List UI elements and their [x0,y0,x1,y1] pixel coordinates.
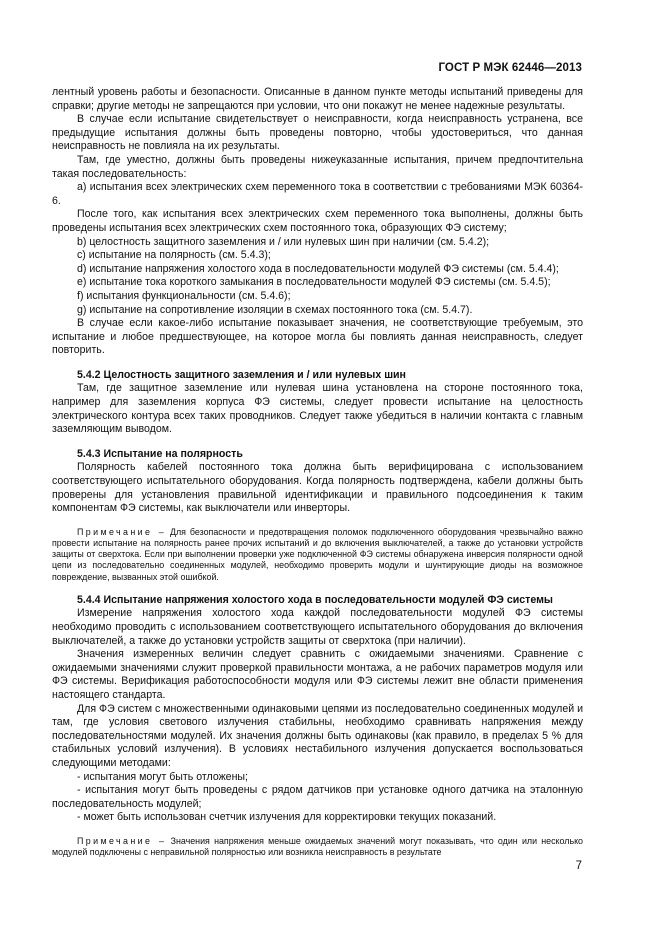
section-heading-5-4-4: 5.4.4 Испытание напряжения холостого хода в последовательности модулей ФЭ системы [77,593,553,606]
list-item: f) испытания функциональности (см. 5.4.6); [77,289,291,302]
list-item: - испытания могут быть проведены с рядом датчиков при установке одного датчика на эталонную последовательность модулей; [52,784,583,810]
list-item: е) испытание тока короткого замыкания в последовательности модулей ФЭ системы (см. 5.4.5); [77,276,551,289]
paragraph: После того, как испытания всех электрических схем переменного тока выполнены, должны быть проведены испытания всех электрических схем постоянного тока, образующих ФЭ систему; [52,208,583,234]
paragraph: В случае если испытание свидетельствует о неисправности, когда неисправность устранена, все предыдущие испытания должны быть проведены повторно, чтобы удостовериться, что данная неисправность не повлияла на их результаты. [52,113,583,153]
page-number: 7 [575,860,582,872]
list-item: b) целостность защитного заземления и / или нулевых шин при наличии (см. 5.4.2); [77,235,490,248]
list-item: d) испытание напряжения холостого хода в последовательности модулей ФЭ системы (см. 5.4.4); [77,262,559,275]
paragraph: Там, где уместно, должны быть проведены нижеуказанные испытания, причем предпочтительна такая последовательность: [52,153,583,180]
list-item: - испытания могут быть отложены; [77,770,248,783]
paragraph: В случае если какое-либо испытание показывает значения, не соответствующие требуемым, это испытание и любое предшествующее, на которое могла бы повлиять данная неисправность, следует повторить. [52,317,583,357]
paragraph: Измерение напряжения холостого хода каждой последовательности модулей ФЭ системы необходимо проводить с использованием соответствующего испытательного оборудования до включения выключателей, а также до установки устройств защиты от сверхтока (при наличии). [52,607,583,647]
list-item: g) испытание на сопротивление изоляции в схемах постоянного тока (см. 5.4.7). [77,303,473,316]
note-text: Значения напряжения меньше ожидаемых значений могут показывать, что один или несколько модулей подключены с неправильной полярностью или возникла неисправность в результате [52,835,583,858]
note [52,836,583,858]
list-item: с) испытание на полярность (см. 5.4.3); [77,249,271,262]
note [52,527,583,583]
list-item: а) испытания всех электрических схем переменного тока в соответствии с требованиями МЭК 60364-6. [52,181,583,207]
document-body [52,86,583,858]
document-code-header: ГОСТ Р МЭК 62446—2013 [438,62,582,74]
list-item: - может быть использован счетчик излучения для корректировки текущих показаний. [77,811,497,824]
section-heading-5-4-2: 5.4.2 Целостность защитного заземления и / или нулевых шин [77,368,406,381]
section-heading-5-4-3: 5.4.3 Испытание на полярность [77,447,243,460]
paragraph: Полярность кабелей постоянного тока должна быть верифицирована с использованием соответствующего испытательного оборудования. Когда полярность подтверждена, кабели должны быть проверены для установления правильной идентификации и правильного подсоединения к таким компонентам ФЭ системы, как выключатели или инверторы. [52,461,583,515]
paragraph: лентный уровень работы и безопасности. Описанные в данном пункте методы испытаний приведены для справки; другие методы не запрещаются при условии, что они покажут не менее надежные результаты. [52,86,583,112]
note-label: Примечание – [77,835,167,846]
note-label: Примечание – [77,526,167,537]
paragraph: Значения измеренных величин следует сравнить с ожидаемыми значениями. Сравнение с ожидаемыми значениями служит проверкой правильности монтажа, а не рабочих параметров модуля или ФЭ системы. Верификация работоспособности модуля или ФЭ системы лежит вне области применения настоящего стандарта. [52,648,583,701]
paragraph: Там, где защитное заземление или нулевая шина установлена на стороне постоянного тока, например для заземления корпуса ФЭ системы, следует провести испытание на целостность электрического контура всех таких проводников. Следует также убедиться в наличии контакта с главным заземляющим выводом. [52,382,583,436]
note-text: Для безопасности и предотвращения поломок подключенного оборудования чрезвычайно важно провести испытание на полярность ранее прочих испытаний и до включения выключателей, а также до установки устройств защиты от сверхтока. Если при выполнении проверки уже подключенной ФЭ системы обнаружена инверсия полярности одной цепи из последовательно соединенных модулей, необходимо проверить модули и шунтирующие диоды на возможное повреждение, вызванных этой ошибкой. [52,526,583,582]
paragraph: Для ФЭ систем с множественными одинаковыми цепями из последовательно соединенных модулей и там, где условия светового излучения стабильны, необходимо сравнивать напряжения между последовательностями модулей. Их значения должны быть одинаковы (как правило, в пределах 5 % для стабильных условий излучения). В условиях нестабильного излучения допускается воспользоваться следующими методами: [52,702,583,769]
